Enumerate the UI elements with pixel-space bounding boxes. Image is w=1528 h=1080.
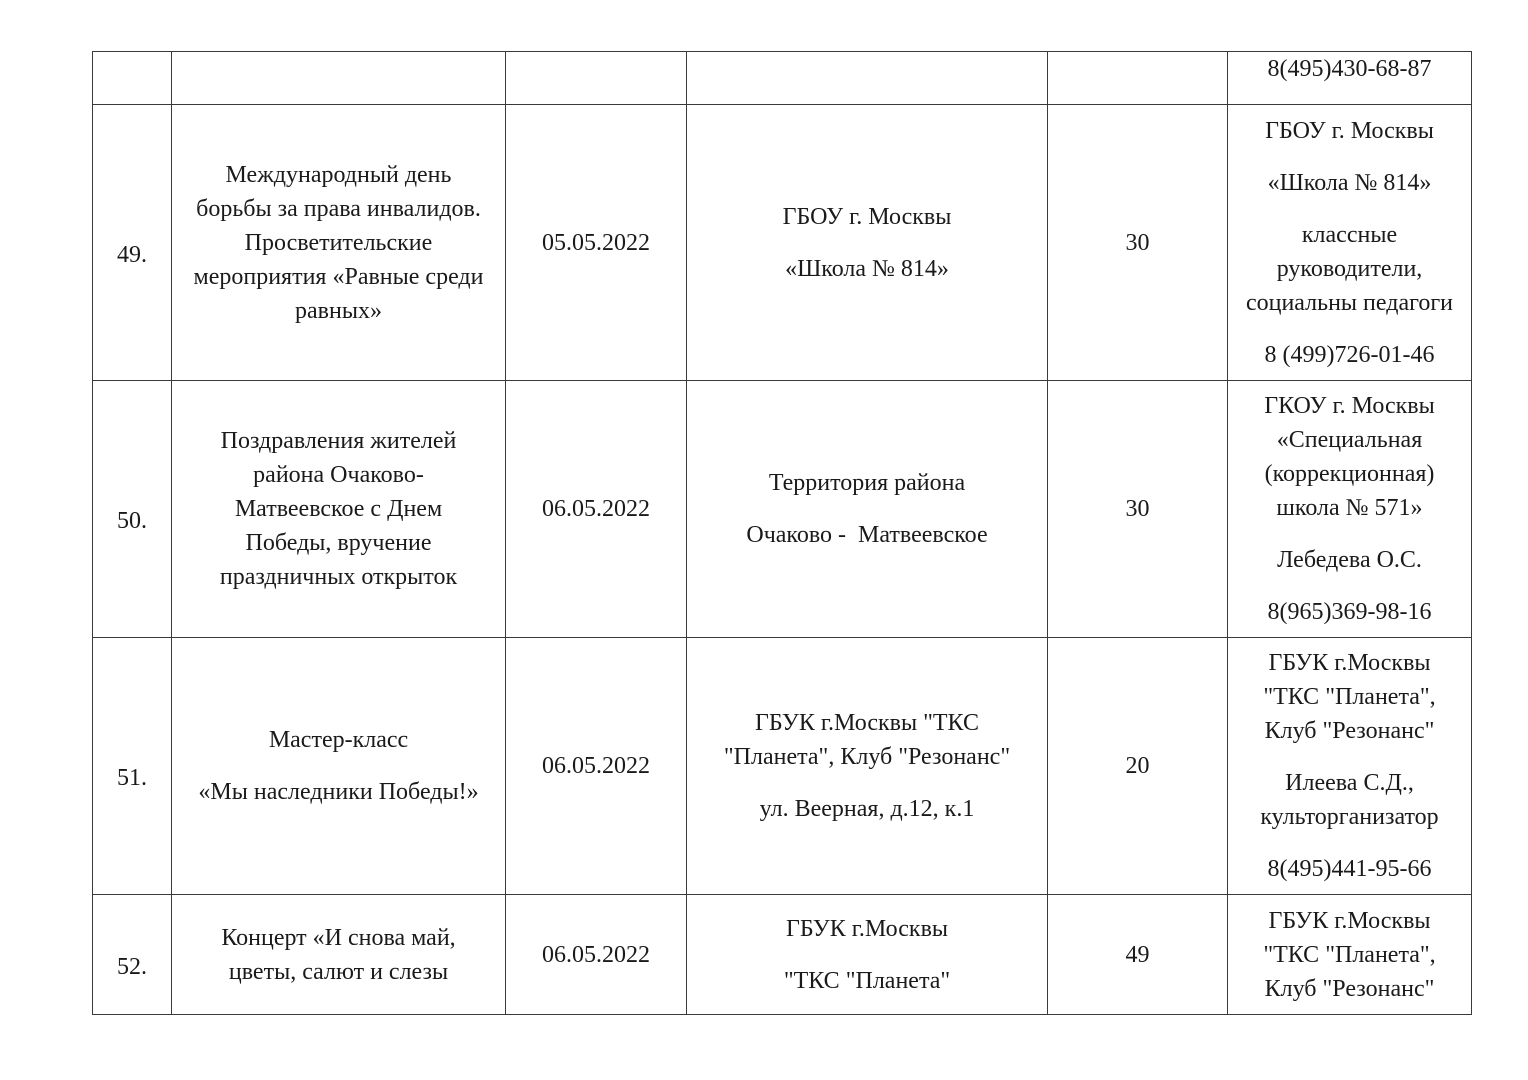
place-line: ГБУК г.Москвы "ТКС	[755, 710, 979, 736]
contact-line: ГБОУ г. Москвы	[1265, 117, 1434, 144]
title-line: Международный день	[225, 161, 452, 188]
contact-line: "ТКС "Планета",	[1263, 684, 1436, 710]
title-line: Просветительские	[244, 229, 433, 256]
cell-count: 49	[1048, 895, 1228, 1015]
title-line: Поздравления жителей	[220, 428, 457, 454]
cell-contact	[1228, 638, 1472, 895]
title-line: цветы, салют и слезы	[228, 958, 449, 985]
place-line: ГБОУ г. Москвы	[782, 203, 952, 230]
title-line: Мастер-класс	[268, 727, 409, 753]
contact-line: «Школа № 814»	[1267, 169, 1432, 196]
cell-place	[687, 105, 1048, 381]
place-line: "Планета", Клуб "Резонанс"	[723, 744, 1011, 770]
cell-place	[687, 381, 1048, 638]
events-table	[92, 51, 1472, 1015]
cell-title	[172, 52, 506, 105]
contact-line: «Специальная	[1276, 427, 1423, 453]
title-line: Концерт «И снова май,	[221, 924, 456, 951]
cell-num: 51.	[93, 638, 172, 895]
contact-line: Илеева С.Д.,	[1285, 770, 1414, 796]
cell-contact	[1228, 381, 1472, 638]
title-line: борьбы за права инвалидов.	[196, 195, 481, 222]
cell-num: 49.	[93, 105, 172, 381]
table-row-51	[93, 638, 1472, 895]
place-line: "ТКС "Планета"	[783, 967, 951, 994]
contact-line: школа № 571»	[1276, 495, 1423, 521]
table-row-continuation	[93, 52, 1472, 105]
contact-line: 8(965)369-98-16	[1267, 599, 1432, 625]
cell-count: 20	[1048, 638, 1228, 895]
title-line: Матвеевское с Днем	[234, 496, 443, 522]
title-line: Победы, вручение	[245, 530, 432, 556]
cell-contact	[1228, 105, 1472, 381]
cell-title	[172, 381, 506, 638]
cell-title	[172, 638, 506, 895]
cell-place	[687, 52, 1048, 105]
table-row-50	[93, 381, 1472, 638]
table-row-49	[93, 105, 1472, 381]
title-line: праздничных открыток	[219, 564, 458, 590]
place-line: ГБУК г.Москвы	[785, 915, 949, 942]
cell-date: 06.05.2022	[506, 381, 687, 638]
cell-place	[687, 638, 1048, 895]
cell-count: 30	[1048, 381, 1228, 638]
cell-date	[506, 52, 687, 105]
contact-line: 8(495)430-68-87	[1267, 56, 1432, 82]
contact-line: социальны педагоги	[1245, 289, 1454, 316]
contact-line: Клуб "Резонанс"	[1264, 718, 1435, 744]
cell-num: 52.	[93, 895, 172, 1015]
contact-line: (коррекционная)	[1264, 461, 1435, 487]
cell-contact	[1228, 895, 1472, 1015]
title-line: равных»	[295, 297, 382, 324]
cell-date: 05.05.2022	[506, 105, 687, 381]
title-line: «Мы наследники Победы!»	[198, 779, 479, 805]
place-line: ул. Веерная, д.12, к.1	[759, 796, 975, 822]
cell-count: 30	[1048, 105, 1228, 381]
contact-line: ГБУК г.Москвы	[1268, 907, 1431, 934]
cell-num	[93, 52, 172, 105]
contact-line: 8 (499)726-01-46	[1264, 341, 1435, 368]
title-line: района Очаково-	[253, 462, 424, 488]
title-line: мероприятия «Равные среди	[193, 263, 484, 290]
contact-line: ГКОУ г. Москвы	[1264, 393, 1435, 419]
cell-contact	[1228, 52, 1472, 105]
cell-title	[172, 105, 506, 381]
cell-num: 50.	[93, 381, 172, 638]
contact-line: культорганизатор	[1260, 804, 1439, 830]
contact-line: "ТКС "Планета",	[1263, 941, 1436, 968]
cell-place	[687, 895, 1048, 1015]
contact-line: классные	[1301, 221, 1398, 248]
cell-count	[1048, 52, 1228, 105]
contact-line: руководители,	[1276, 255, 1423, 282]
table-row-52	[93, 895, 1472, 1015]
contact-line: Лебедева О.С.	[1277, 547, 1422, 573]
cell-date: 06.05.2022	[506, 638, 687, 895]
cell-date: 06.05.2022	[506, 895, 687, 1015]
place-line: Очаково - Матвеевское	[746, 522, 988, 548]
contact-line: 8(495)441-95-66	[1267, 856, 1432, 882]
cell-title	[172, 895, 506, 1015]
place-line: Территория района	[768, 470, 966, 496]
contact-line: ГБУК г.Москвы	[1268, 650, 1431, 676]
place-line: «Школа № 814»	[785, 255, 949, 282]
contact-line: Клуб "Резонанс"	[1264, 975, 1435, 1002]
